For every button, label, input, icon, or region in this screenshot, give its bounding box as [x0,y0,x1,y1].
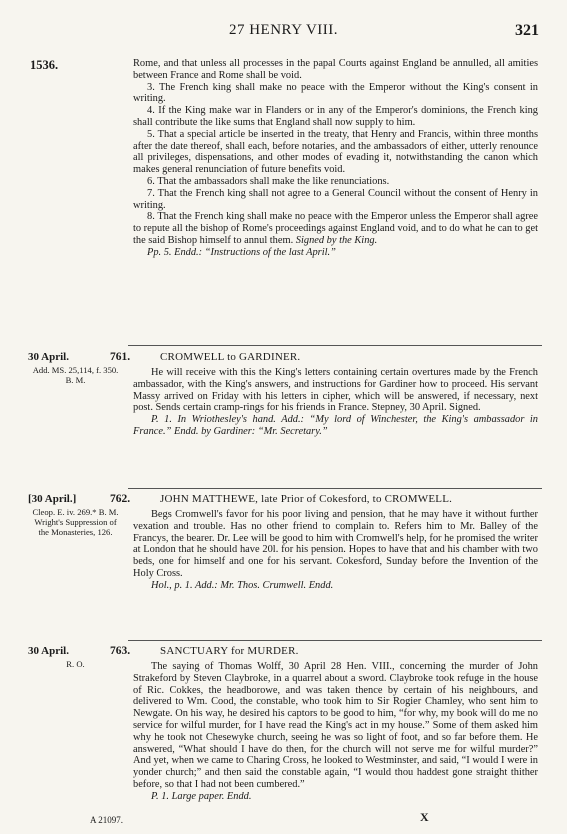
entry-heading: SANCTUARY for MURDER. [160,645,299,657]
entry-source: Add. MS. 25,114, f. 350. B. M. [32,365,119,385]
running-title: 27 HENRY VIII. [228,22,339,38]
signature-mark: X [420,810,429,824]
continuation-text [133,58,538,259]
entry-date: 30 April. [28,645,69,657]
entry-note: Hol., p. 1. Add.: Mr. Thos. Crumwell. Endd. [151,579,334,591]
entry-divider [128,488,542,489]
entry-divider [128,640,542,641]
continuation-paragraph [133,211,538,246]
entry-date: 30 April. [28,351,69,363]
continuation-paragraph: 4. If the King make war in Flanders or in any of the Emperor's dominions, the French king shall contribute the like sums that England shall now supply to him. [133,105,538,128]
continuation-paragraph: 6. That the ambassadors shall make the like renunciations. [147,175,390,187]
entry-divider [128,345,542,346]
entry-text: He will receive with this the King's letters containing certain overtures made by the French ambassador, with the King's answers, and instructions for Gardiner how to proceed. His servant Massy arrived on Friday with his letters in cipher, which will be answered, if necessary, next post. Sends certain cramp-rings for his friends in France. Stepney, 30 April. Signed. [133,367,538,414]
entry-source: Cleop. E. iv. 269.* B. M. Wright's Suppression of the Monasteries, 126. [32,507,119,537]
continuation-paragraph: 3. The French king shall make no peace with the Emperor without the King's consent in writing. [133,81,538,105]
year-marker: 1536. [30,58,59,72]
continuation-paragraph-text: 8. That the French king shall make no peace with the Emperor unless the Emperor shall agree to repute all the bishop of Rome's proceedings against England void, and to do what he can to get the said Bishop himself to annul them. [133,211,538,246]
entry-number: 761. [110,351,131,363]
entry-date: [30 April.] [28,493,77,505]
print-mark: A 21097. [90,815,124,825]
entry-note: P. 1. Large paper. Endd. [151,790,252,802]
entry-body [133,509,538,592]
entry-body [133,367,538,438]
continuation-paragraph: 7. That the French king shall not agree to a General Council without the consent of Henry in writing. [133,187,538,211]
continuation-note: Pp. 5. Endd.: “Instructions of the last April.” [147,246,336,258]
entry-body [133,661,538,803]
entry-heading: CROMWELL to GARDINER. [160,351,301,363]
entry-note: P. 1. In Wriothesley's hand. Add.: “My lord of Winchester, the King's ambassador in France.” Endd. by Gardiner: “Mr. Secretary.” [133,414,538,437]
entry-text: Begs Cromwell's favor for his poor living and pension, that he may have it without further vexation and trouble. Has no other friend to complain to. Refers him to Mr. Balley of the Francys, the bearer. Dr. Lee will be good to him with Cromwell's help, for he promised the writer at London that he should have 20l. for his pension. Hopes to have that and his chamber with two beds, one for himself and one for his servant. Cokesford, Sunday before the Invention of the Holy Cross. [133,509,538,579]
entry-text: The saying of Thomas Wolff, 30 April 28 Hen. VIII., concerning the murder of John Strakeford by Steven Claybroke, in a quarrel about a sword. Claybroke took refuge in the house of Ric. Cokkes, the headborowe, and was taken thence by certain of his neighbours, and delivered to Wm. Cood, the constable, who took him to Sir Rogier Chamley, who sent him to Newgate. On his way, he desired his captors to be good to him, “for why, my book will do me no service for wilful murder, for I have read the King's act in my house.” Some of them asked him why he took not Chesewyke church, seeing he was so light of foot, and so far before them. He answered, “What should I have do then, for the church will not serve me for wilful murder?” And yet, when we came to Charing Cross, he looked to Westminster, and said, “I would I were in yonder church;” and then said the constable again, “I would thou haddest gone straight thither before, so that I had not been cumbered.” [133,661,538,790]
entry-source: R. O. [66,659,85,669]
entry-heading: JOHN MATTHEWE, late Prior of Cokesford, to CROMWELL. [160,493,453,505]
page-number: 321 [515,22,539,39]
running-head [0,22,567,42]
entry-number: 763. [110,645,131,657]
entry-number: 762. [110,493,131,505]
continuation-paragraph: Rome, and that unless all processes in the papal Courts against England be annulled, all amities between France and Rome shall be void. [133,58,538,81]
continuation-paragraph: 5. That a special article be inserted in the treaty, that Henry and Francis, within three months after the date thereof, shall each, before notaries, and the ambassadors of either, utterly renounce all privileges, dispensations, and other modes of evading it, notwithstanding the canon which makes general renunciation of future benefits void. [133,128,538,176]
signed-note: Signed by the King. [295,234,378,246]
